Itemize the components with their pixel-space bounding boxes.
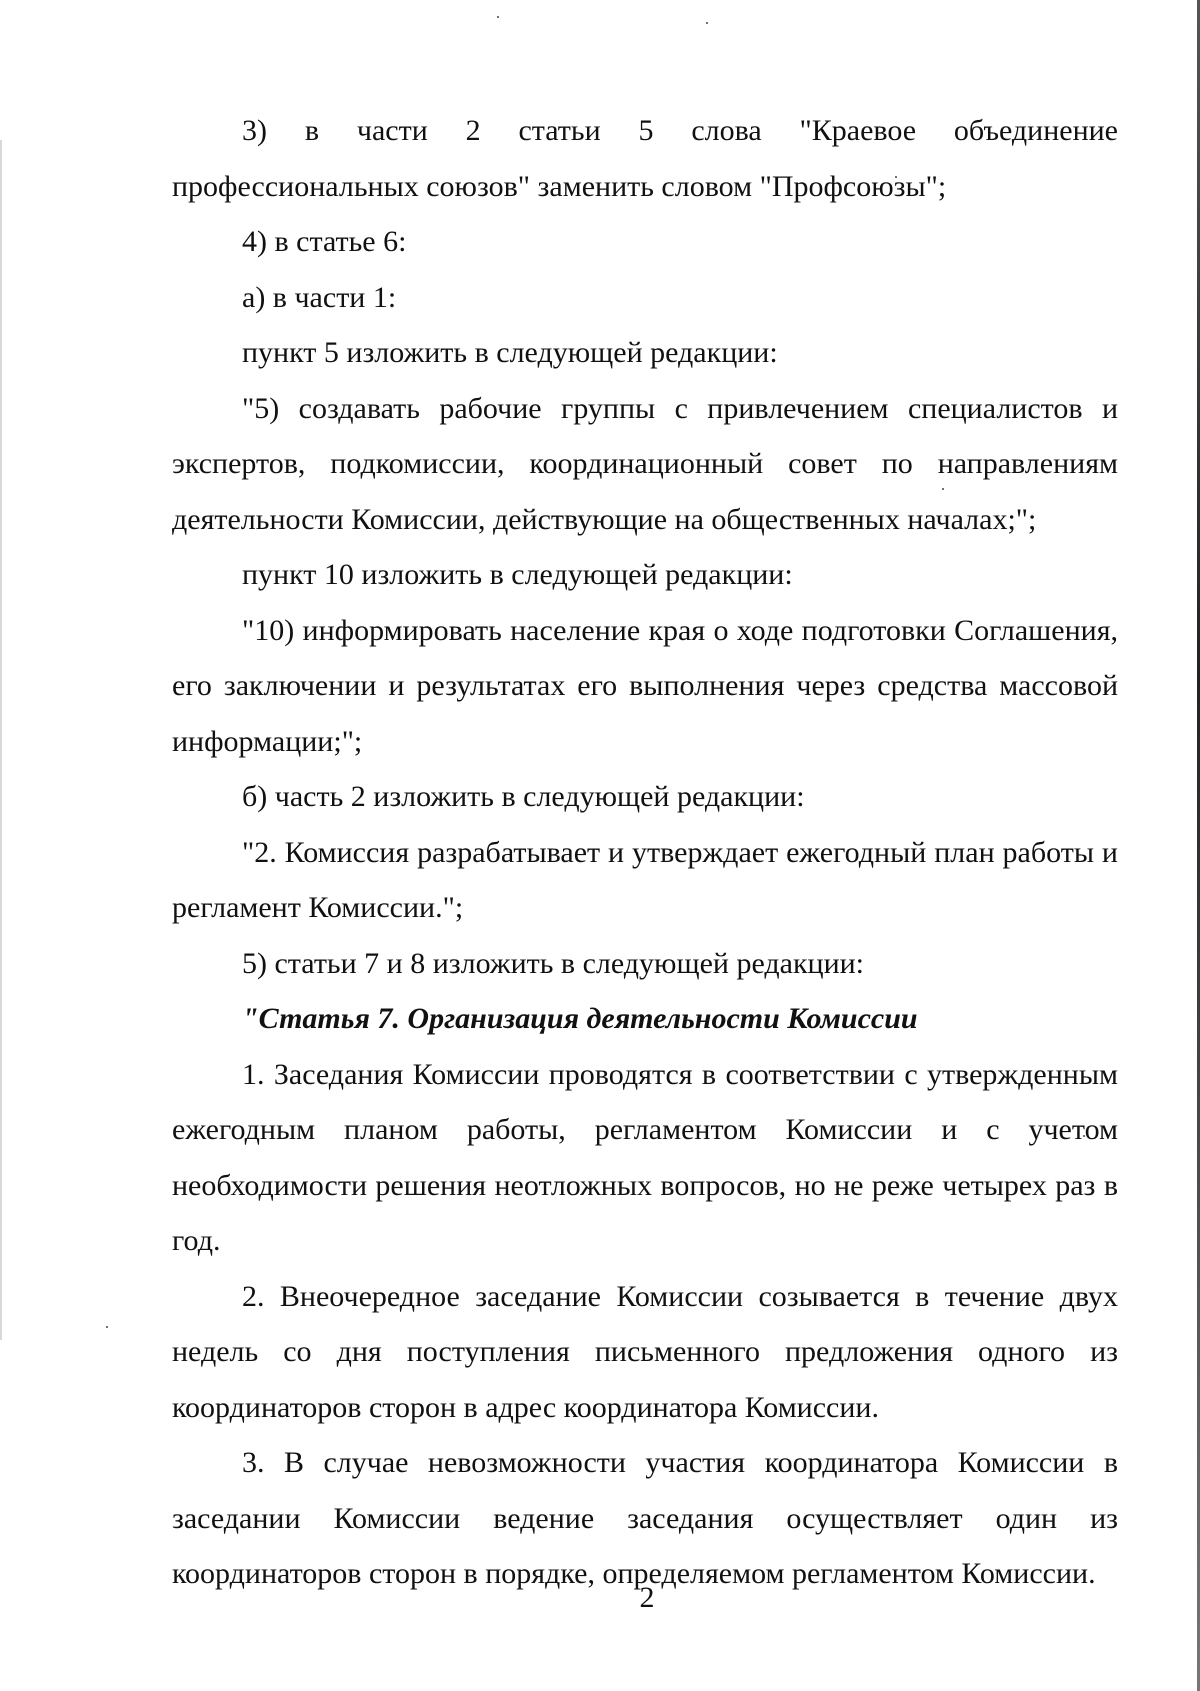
paragraph: а) в части 1: <box>242 280 397 314</box>
paragraph: 3. В случае невозможности участия координатора Комиссии в заседании Комиссии ведение заседания осуществляет один из координаторов сторон в порядке, определяемом регламентом Комиссии. <box>172 1446 1118 1590</box>
paragraph: 4) в статье 6: <box>242 225 407 258</box>
paragraph: "5) создавать рабочие группы с привлечением специалистов и экспертов, подкомиссии, координационный совет по направлениям деятельности Комиссии, действующие на общественных началах;"; <box>172 391 1118 536</box>
paragraph: 5) статьи 7 и 8 изложить в следующей редакции: <box>242 946 865 980</box>
paragraph: пункт 5 изложить в следующей редакции: <box>242 336 778 369</box>
article-heading: "Статья 7. Организация деятельности Комиссии <box>242 1002 918 1035</box>
paragraph: 2. Внеочередное заседание Комиссии созывается в течение двух недель со дня поступления письменного предложения одного из координаторов сторон в адрес координатора Комиссии. <box>172 1279 1118 1424</box>
scan-speck <box>706 22 708 24</box>
paragraph: б) часть 2 изложить в следующей редакции: <box>242 780 805 813</box>
scan-speck <box>497 16 499 18</box>
paragraph: 1. Заседания Комиссии проводятся в соответствии с утвержденным ежегодным планом работы, регламентом Комиссии и с учетом необходимости решения неотложных вопросов, но не реже четырех раз в год. <box>172 1057 1118 1257</box>
document-body <box>172 103 1118 1602</box>
scan-edge-left <box>0 140 2 1340</box>
paragraph: "10) информировать население края о ходе подготовки Соглашения, его заключении и результатах его выполнения через средства массовой информации;"; <box>172 613 1118 758</box>
page-number: 2 <box>639 1581 655 1614</box>
paragraph: "2. Комиссия разрабатывает и утверждает ежегодный план работы и регламент Комиссии."; <box>172 835 1118 924</box>
paragraph: 3) в части 2 статьи 5 слова "Краевое объединение профессиональных союзов" заменить словом "Профсоюзы"; <box>172 114 1118 203</box>
scan-speck <box>106 1326 108 1328</box>
paragraph: пункт 10 изложить в следующей редакции: <box>242 558 793 591</box>
